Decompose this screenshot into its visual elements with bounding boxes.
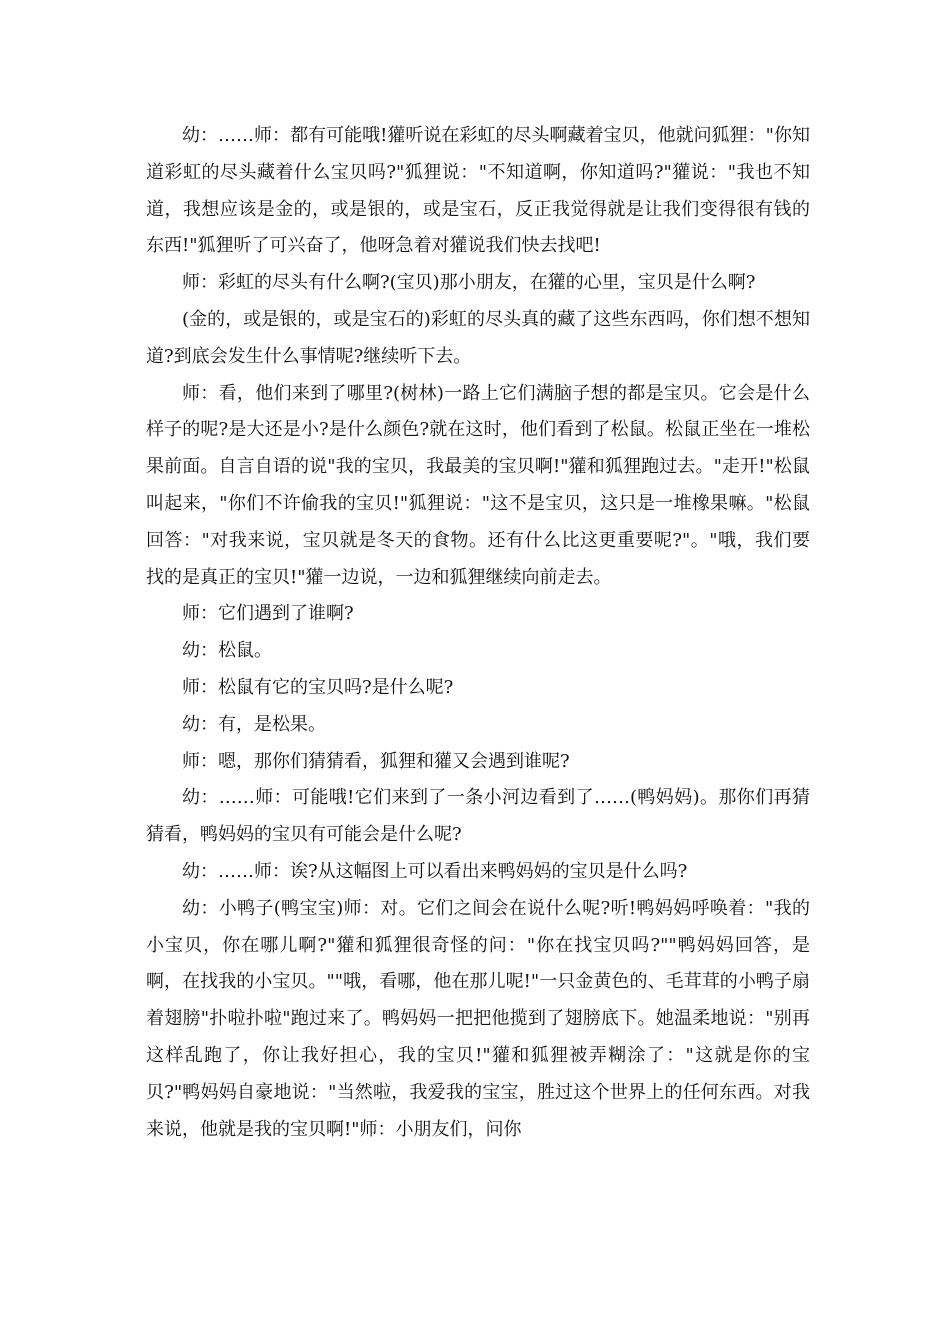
paragraph: 师：松鼠有它的宝贝吗?是什么呢? [182, 676, 454, 698]
paragraph: 师：彩虹的尽头有什么啊?(宝贝)那小朋友，在獾的心里，宝贝是什么啊? [182, 272, 756, 294]
document-page [146, 118, 810, 1148]
paragraph: 师：看，他们来到了哪里?(树林)一路上它们满脑子想的都是宝贝。它会是什么样子的呢?是大还是小?是什么颜色?就在这时，他们看到了松鼠。松鼠正坐在一堆松果前面。自言自语的说"我的宝贝，我最美的宝贝啊!"獾和狐狸跑过去。"走开!"松鼠叫起来，"你们不许偷我的宝贝!"狐狸说："这不是宝贝，这只是一堆橡果嘛。"松鼠回答："对我来说，宝贝就是冬天的食物。还有什么比这更重要呢?"。"哦，我们要找的是真正的宝贝!"獾一边说，一边和狐狸继续向前走去。 [146, 382, 810, 588]
paragraph: 幼：小鸭子(鸭宝宝)师：对。它们之间会在说什么呢?听!鸭妈妈呼唤着："我的小宝贝，你在哪儿啊?"獾和狐狸很奇怪的问："你在找宝贝吗?""鸭妈妈回答，是啊，在找我的小宝贝。""哦，看哪，他在那儿呢!"一只金黄色的、毛茸茸的小鸭子扇着翅膀"扑啦扑啦"跑过来了。鸭妈妈一把把他揽到了翅膀底下。她温柔地说："别再这样乱跑了，你让我好担心，我的宝贝!"獾和狐狸被弄糊涂了："这就是你的宝贝?"鸭妈妈自豪地说："当然啦，我爱我的宝宝，胜过这个世界上的任何东西。对我来说，他就是我的宝贝啊!"师：小朋友们，问你 [146, 897, 810, 1140]
paragraph: 幼：……师：诶?从这幅图上可以看出来鸭妈妈的宝贝是什么吗? [182, 860, 688, 882]
paragraph: 幼：……师：都有可能哦!獾听说在彩虹的尽头啊藏着宝贝，他就问狐狸："你知道彩虹的尽头藏着什么宝贝吗?"狐狸说："不知道啊，你知道吗?"獾说："我也不知道，我想应该是金的，或是银的，或是宝石，反正我觉得就是让我们变得很有钱的东西!"狐狸听了可兴奋了，他呀急着对獾说我们快去找吧! [146, 125, 810, 257]
paragraph: 幼：有，是松果。 [182, 713, 326, 735]
paragraph: 幼：松鼠。 [182, 640, 272, 662]
paragraph: 师：它们遇到了谁啊? [182, 603, 354, 625]
paragraph: 师：嗯，那你们猜猜看，狐狸和獾又会遇到谁呢? [182, 750, 570, 772]
paragraph: (金的，或是银的，或是宝石的)彩虹的尽头真的藏了这些东西吗，你们想不想知道?到底会发生什么事情呢?继续听下去。 [146, 308, 810, 367]
paragraph: 幼：……师：可能哦!它们来到了一条小河边看到了……(鸭妈妈)。那你们再猜猜看，鸭妈妈的宝贝有可能会是什么呢? [146, 787, 810, 846]
